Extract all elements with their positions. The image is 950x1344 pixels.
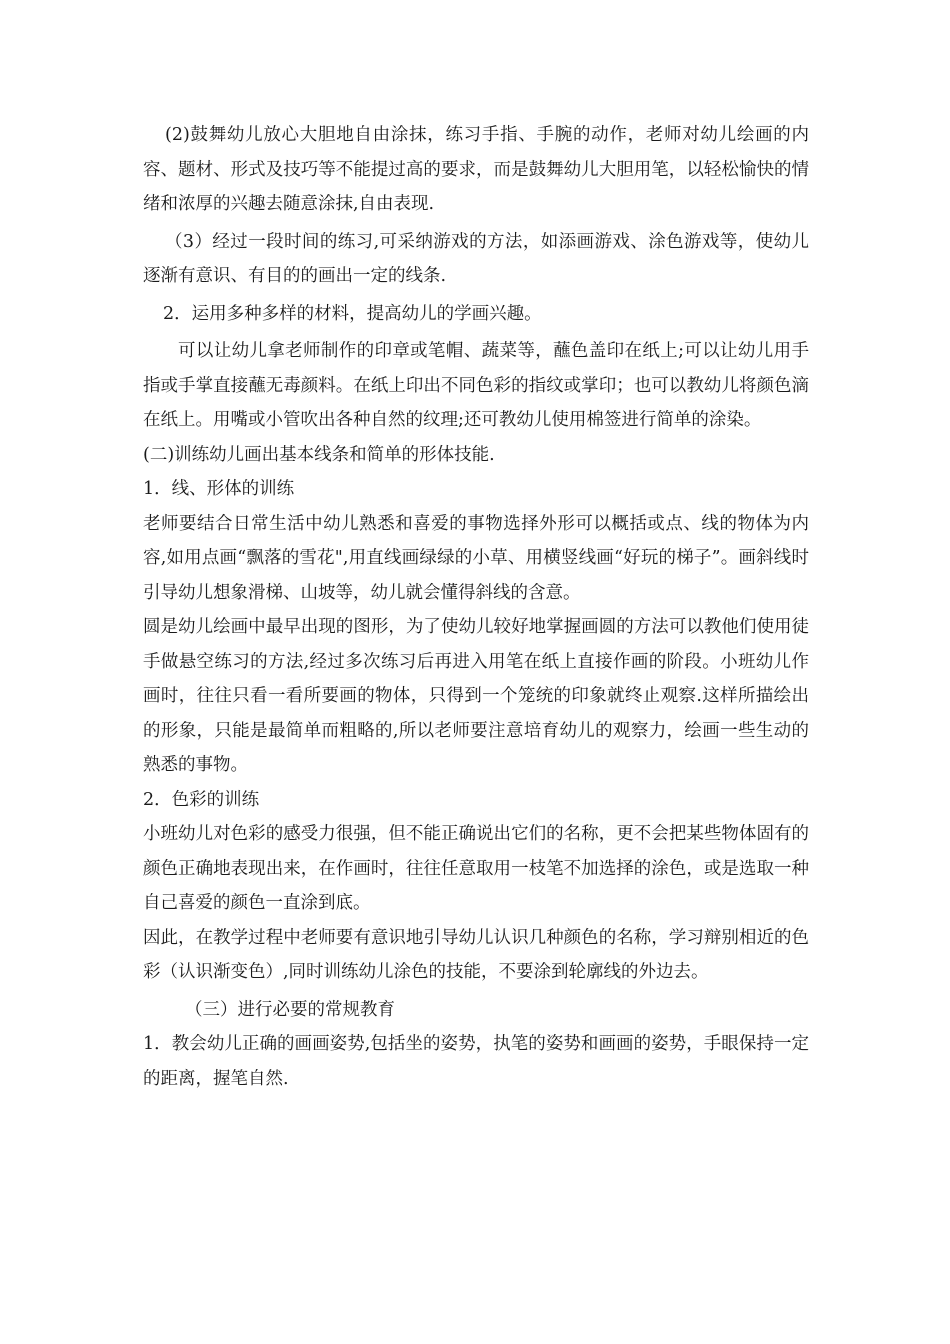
paragraph-color-teaching: 因此，在教学过程中老师要有意识地引导幼儿认识几种颜色的名称，学习辩别相近的色彩（认识渐变色）,同时训练幼儿涂色的技能，不要涂到轮廓线的外边去。 (143, 927, 809, 982)
heading-section-three: （三）进行必要的常规教育 (185, 999, 395, 1020)
paragraph-color-perception: 小班幼儿对色彩的感受力很强，但不能正确说出它们的名称，更不会把某些物体固有的颜色正确地表现出来，在作画时，往往任意取用一枝笔不加选择的涂色，或是选取一种自己喜爱的颜色一直涂到底。 (143, 824, 809, 913)
paragraph-posture: 1．教会幼儿正确的画画姿势,包括坐的姿势，执笔的姿势和画画的姿势，手眼保持一定的距离，握笔自然. (143, 1034, 809, 1089)
paragraph-line-training: 老师要结合日常生活中幼儿熟悉和喜爱的事物选择外形可以概括或点、线的物体为内容,如用点画“飘落的雪花",用直线画绿绿的小草、用横竖线画“好玩的梯子”。画斜线时引导幼儿想象滑梯、山坡等，幼儿就会懂得斜线的含意。 (143, 513, 809, 603)
heading-materials: 2．运用多种多样的材料，提高幼儿的学画兴趣。 (163, 303, 542, 324)
paragraph-game-method: （3）经过一段时间的练习,可采纳游戏的方法，如添画游戏、涂色游戏等，使幼儿逐渐有意识、有目的的画出一定的线条. (143, 231, 809, 286)
paragraph-materials: 可以让幼儿拿老师制作的印章或笔帽、蔬菜等，蘸色盖印在纸上;可以让幼儿用手指或手掌直接蘸无毒颜料。在纸上印出不同色彩的指纹或掌印；也可以教幼儿将颜色滴在纸上。用嘴或小管吹出各种自然的纹理;还可教幼儿使用棉签进行简单的涂染。 (143, 341, 809, 430)
heading-section-two: (二)训练幼儿画出基本线条和简单的形体技能. (143, 444, 495, 465)
heading-color-training: 2．色彩的训练 (143, 789, 260, 810)
document-body (143, 118, 809, 1096)
paragraph-circle-training: 圆是幼儿绘画中最早出现的图形，为了使幼儿较好地掌握画圆的方法可以教他们使用徒手做悬空练习的方法,经过多次练习后再进入用笔在纸上直接作画的阶段。小班幼儿作画时，往往只看一看所要画的物体，只得到一个笼统的印象就终止观察.这样所描绘出的形象，只能是最简单而粗略的,所以老师要注意培育幼儿的观察力，绘画一些生动的熟悉的事物。 (143, 617, 809, 775)
paragraph-encourage-painting: (2)鼓舞幼儿放心大胆地自由涂抹，练习手指、手腕的动作，老师对幼儿绘画的内容、题材、形式及技巧等不能提过高的要求，而是鼓舞幼儿大胆用笔，以轻松愉快的情绪和浓厚的兴趣去随意涂抹,自由表现. (143, 125, 809, 214)
heading-line-training: 1．线、形体的训练 (143, 479, 295, 499)
